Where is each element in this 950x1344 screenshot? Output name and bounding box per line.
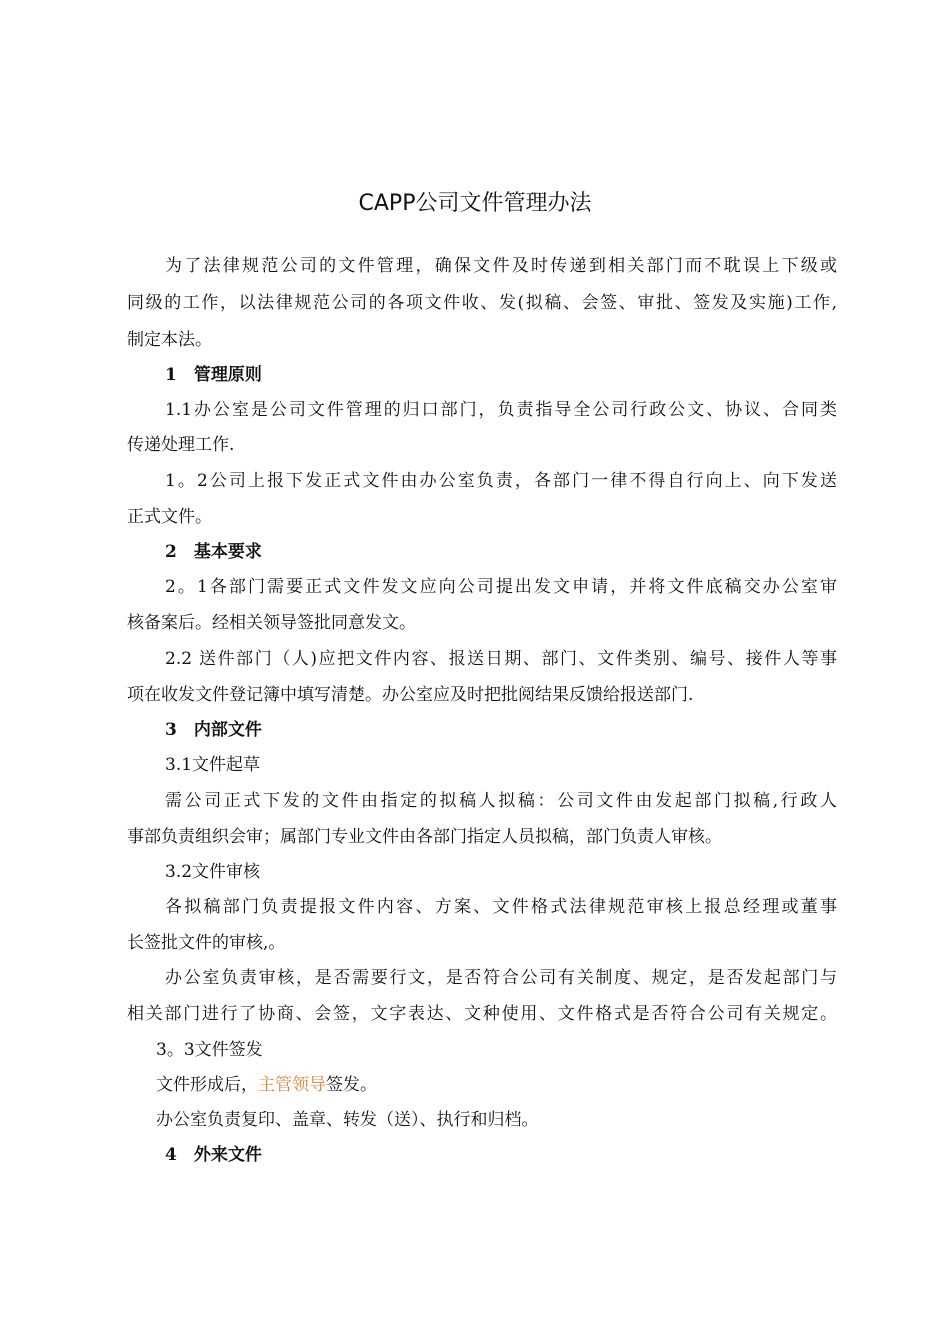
paragraph-line: 2。1各部门需要正式文件发文应向公司提出发文申请，并将文件底稿交办公室审 bbox=[165, 577, 837, 597]
section-heading-4: 4 外来文件 bbox=[165, 1145, 262, 1165]
paragraph-line: 办公室负责审核，是否需要行文，是否符合公司有关制度、规定，是否发起部门与 bbox=[165, 968, 837, 988]
paragraph-line: 2.2 送件部门（人)应把文件内容、报送日期、部门、文件类别、编号、接件人等事 bbox=[165, 649, 837, 669]
document-title: CAPP公司文件管理办法 bbox=[358, 191, 592, 216]
paragraph-line: 相关部门进行了协商、会签，文字表达、文种使用、文件格式是否符合公司有关规定。 bbox=[127, 1004, 837, 1024]
paragraph-line: 需公司正式下发的文件由指定的拟稿人拟稿：公司文件由发起部门拟稿,行政人 bbox=[165, 791, 837, 811]
sign-off-text-before: 文件形成后， bbox=[156, 1075, 258, 1095]
sign-off-text-after: 签发。 bbox=[326, 1075, 377, 1095]
section-heading-3: 3 内部文件 bbox=[165, 720, 262, 740]
paragraph-line: 正式文件。 bbox=[127, 507, 212, 527]
paragraph-line: 各拟稿部门负责提报文件内容、方案、文件格式法律规范审核上报总经理或董事 bbox=[165, 897, 837, 917]
paragraph-line: 1。2公司上报下发正式文件由办公室负责，各部门一律不得自行向上、向下发送 bbox=[165, 471, 837, 491]
paragraph-line: 制定本法。 bbox=[127, 330, 212, 350]
paragraph-line: 核备案后。经相关领导签批同意发文。 bbox=[127, 613, 416, 633]
sign-off-line bbox=[156, 1068, 837, 1102]
section-heading-2: 2 基本要求 bbox=[165, 542, 262, 562]
subsection-heading: 3。3文件签发 bbox=[156, 1040, 263, 1060]
paragraph-line: 长签批文件的审核,。 bbox=[127, 933, 286, 953]
highlighted-term: 主管领导 bbox=[258, 1075, 326, 1095]
paragraph-line: 项在收发文件登记簿中填写清楚。办公室应及时把批阅结果反馈给报送部门. bbox=[127, 685, 694, 705]
section-heading-1: 1 管理原则 bbox=[165, 365, 262, 385]
paragraph-line: 办公室负责复印、盖章、转发（送）、执行和归档。 bbox=[156, 1110, 539, 1130]
paragraph-line: 同级的工作，以法律规范公司的各项文件收、发(拟稿、会签、审批、签发及实施)工作, bbox=[127, 293, 837, 313]
subsection-heading: 3.2文件审核 bbox=[165, 862, 261, 882]
paragraph-line: 为了法律规范公司的文件管理，确保文件及时传递到相关部门而不耽误上下级或 bbox=[165, 256, 837, 276]
subsection-heading: 3.1文件起草 bbox=[165, 755, 261, 775]
paragraph-line: 1.1办公室是公司文件管理的归口部门，负责指导全公司行政公文、协议、合同类 bbox=[165, 400, 837, 420]
paragraph-line: 事部负责组织会审；属部门专业文件由各部门指定人员拟稿，部门负责人审核。 bbox=[127, 827, 722, 847]
paragraph-line: 传递处理工作. bbox=[127, 435, 235, 455]
